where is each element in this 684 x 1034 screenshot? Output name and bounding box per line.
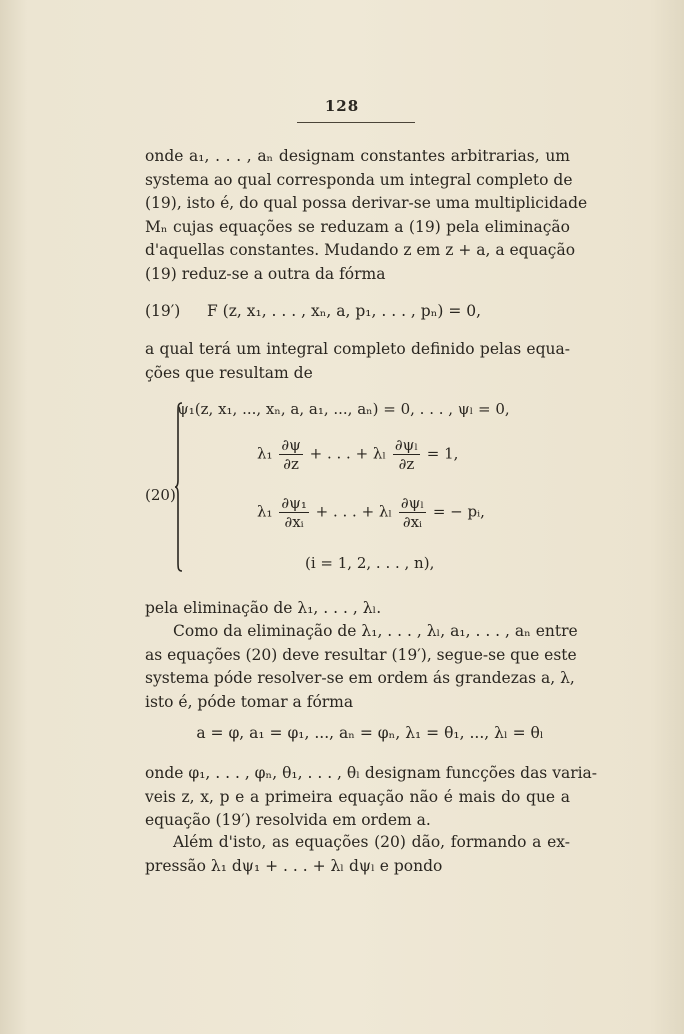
- system-row-3: [257, 494, 485, 531]
- equation-system-20: [145, 400, 585, 582]
- coef: λ₁: [257, 444, 273, 463]
- left-brace-icon: [175, 402, 183, 572]
- paragraph-5-line: veis z, x, p e a primeira equação não é mais do que a: [145, 787, 570, 806]
- denominator: ∂z: [398, 455, 415, 473]
- paragraph-4-line: as equações (20) deve resultar (19′), segue-se que este: [145, 645, 577, 664]
- right-hand-side: = − pᵢ,: [432, 502, 485, 521]
- paragraph-4: [145, 620, 578, 714]
- system-row-1: ψ₁(z, x₁, ..., xₙ, a, a₁, ..., aₙ) = 0, . . . , ψₗ = 0,: [177, 400, 510, 418]
- paragraph-1-line: systema ao qual corresponda um integral completo de: [145, 170, 573, 189]
- coef: λ₁: [257, 502, 273, 521]
- system-row-4: (i = 1, 2, . . . , n),: [305, 554, 435, 572]
- paragraph-6: [145, 831, 570, 878]
- paragraph-3-line: pela eliminação de λ₁, . . . , λₗ.: [145, 599, 382, 617]
- numerator: ∂ψ: [281, 436, 301, 454]
- header-rule: [297, 122, 415, 123]
- paragraph-2-line: ções que resultam de: [145, 363, 313, 382]
- fraction: [393, 436, 420, 473]
- paragraph-1-line: (19), isto é, do qual possa derivar-se uma multiplicidade: [145, 194, 588, 212]
- middle-terms: + . . . + λₗ: [315, 502, 393, 521]
- paragraph-1: [145, 145, 588, 286]
- paragraph-5: [145, 762, 598, 833]
- numerator: ∂ψₗ: [400, 494, 425, 512]
- right-hand-side: = 1,: [426, 444, 459, 463]
- middle-terms: + . . . + λₗ: [309, 444, 387, 463]
- paragraph-1-line: (19) reduz-se a outra da fórma: [145, 264, 386, 283]
- denominator: ∂z: [283, 455, 299, 473]
- paragraph-6-line: Além d'isto, as equações (20) dão, formando a ex-: [173, 833, 570, 851]
- paragraph-2: [145, 338, 570, 385]
- paragraph-5-line: onde φ₁, . . . , φₙ, θ₁, . . . , θₗ designam funcções das varia-: [145, 764, 598, 782]
- paragraph-6-line: pressão λ₁ dψ₁ + . . . + λₗ dψₗ e pondo: [145, 856, 443, 875]
- paragraph-2-line: a qual terá um integral completo definido pelas equa-: [145, 340, 570, 358]
- equation-tag: (20): [145, 486, 176, 504]
- system-row-2: [257, 436, 458, 473]
- equation-tag: (19′): [145, 302, 181, 320]
- denominator: ∂xᵢ: [284, 513, 304, 531]
- equation-body: F (z, x₁, . . . , xₙ, a, p₁, . . . , pₙ) = 0,: [207, 302, 482, 320]
- paragraph-1-line: onde a₁, . . . , aₙ designam constantes arbitrarias, um: [145, 147, 570, 165]
- fraction: [279, 494, 309, 531]
- equation-theta: a = φ, a₁ = φ₁, ..., aₙ = φₙ, λ₁ = θ₁, ..., λₗ = θₗ: [196, 724, 544, 742]
- fraction: [279, 436, 303, 473]
- fraction: [399, 494, 426, 531]
- paragraph-3: [145, 597, 570, 621]
- denominator: ∂xᵢ: [402, 513, 423, 531]
- paragraph-4-line: isto é, póde tomar a fórma: [145, 692, 354, 711]
- paragraph-1-line: Mₙ cujas equações se reduzam a (19) pela eliminação: [145, 217, 570, 236]
- numerator: ∂ψₗ: [394, 436, 419, 454]
- paragraph-1-line: d'aquellas constantes. Mudando z em z + a, a equação: [145, 241, 576, 259]
- paragraph-4-line: systema póde resolver-se em ordem ás grandezas a, λ,: [145, 669, 575, 687]
- page-number: 128: [324, 97, 360, 115]
- paragraph-4-line: Como da eliminação de λ₁, . . . , λₗ, a₁, . . . , aₙ entre: [173, 622, 578, 640]
- paragraph-5-line: equação (19′) resolvida em ordem a.: [145, 811, 431, 829]
- numerator: ∂ψ₁: [281, 494, 307, 512]
